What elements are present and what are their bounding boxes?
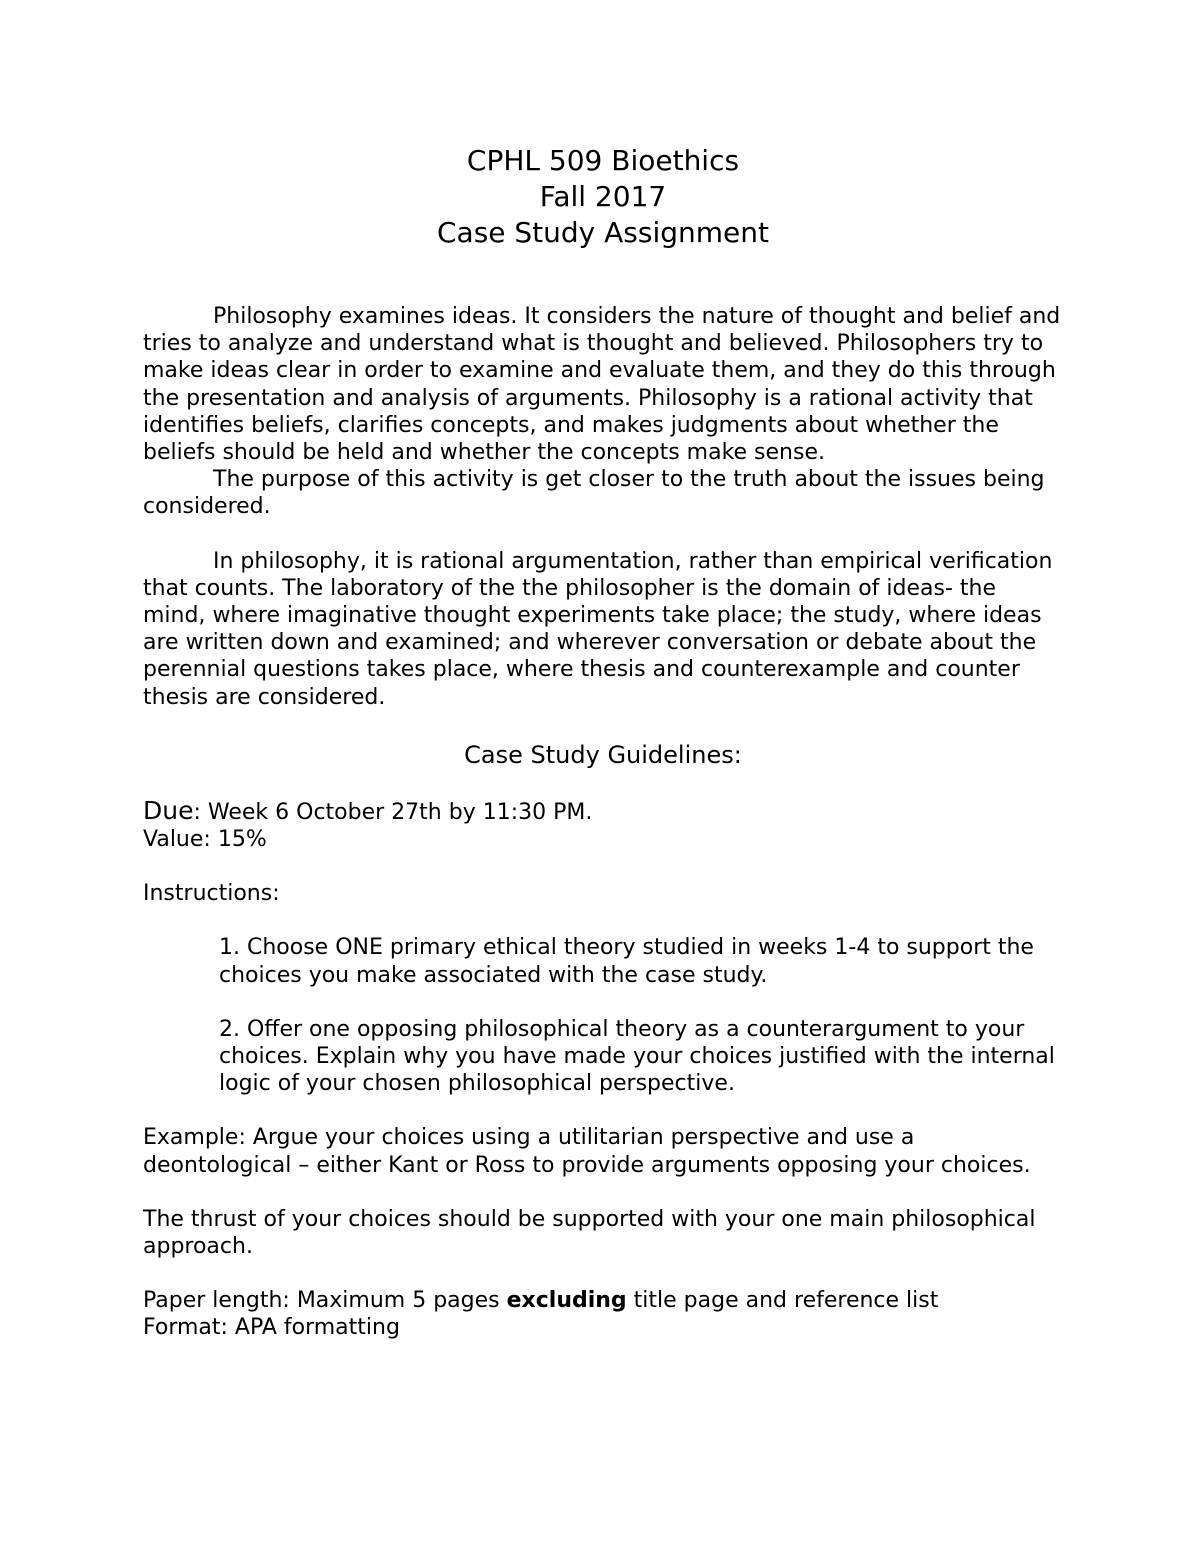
paper-length-line: [143, 1287, 1063, 1314]
paper-length-prefix: Paper length: Maximum 5 pages: [143, 1288, 507, 1314]
example-paragraph: Example: Argue your choices using a utilitarian perspective and use a deontological – either Kant or Ross to provide arguments opposing your choices.: [143, 1125, 1031, 1178]
title-block: [143, 143, 1063, 251]
instruction-item-1: 1. Choose ONE primary ethical theory studied in weeks 1-4 to support the choices you make associated with the case study.: [219, 935, 1034, 988]
document-body: [143, 303, 1063, 1342]
value-line: Value: 15%: [143, 827, 267, 853]
assignment-title: Case Study Assignment: [436, 216, 770, 249]
document-page: [143, 143, 1063, 1342]
course-title: CPHL 509 Bioethics: [466, 144, 740, 177]
intro-paragraph-2: The purpose of this activity is get closer to the truth about the issues being considered.: [143, 467, 1045, 520]
due-line: [143, 797, 1063, 826]
intro-paragraph-3: In philosophy, it is rational argumentation, rather than empirical verification that counts. The laboratory of the the philosopher is the domain of ideas- the mind, where imaginative thought experiments take place; the study, where ideas are written down and examined; and wherever conversation or debate about the perennial questions takes place, where thesis and counterexample and counter thesis are considered.: [143, 548, 1053, 710]
guidelines-heading: Case Study Guidelines:: [464, 740, 742, 769]
due-text: : Week 6 October 27th by 11:30 PM.: [193, 799, 593, 825]
paper-length-suffix: title page and reference list: [626, 1288, 939, 1314]
term-title: Fall 2017: [539, 180, 667, 213]
format-line: Format: APA formatting: [143, 1315, 400, 1341]
thrust-paragraph: The thrust of your choices should be supported with your one main philosophical approach.: [143, 1206, 1036, 1260]
instructions-label: Instructions:: [143, 881, 280, 907]
due-label: Due: [143, 795, 194, 825]
intro-paragraph-1: Philosophy examines ideas. It considers the nature of thought and belief and tries to analyze and understand what is thought and believed. Philosophers try to make ideas clear in order to examine and evaluate them, and they do this through the presentation and analysis of arguments. Philosophy is a rational activity that identifies beliefs, clarifies concepts, and makes judgments about whether the beliefs should be held and whether the concepts make sense.: [143, 304, 1061, 466]
instruction-item-2: 2. Offer one opposing philosophical theory as a counterargument to your choices. Explain why you have made your choices justified with the internal logic of your chosen philosophical perspective.: [219, 1016, 1055, 1097]
paper-length-emphasis: excluding: [506, 1288, 627, 1314]
